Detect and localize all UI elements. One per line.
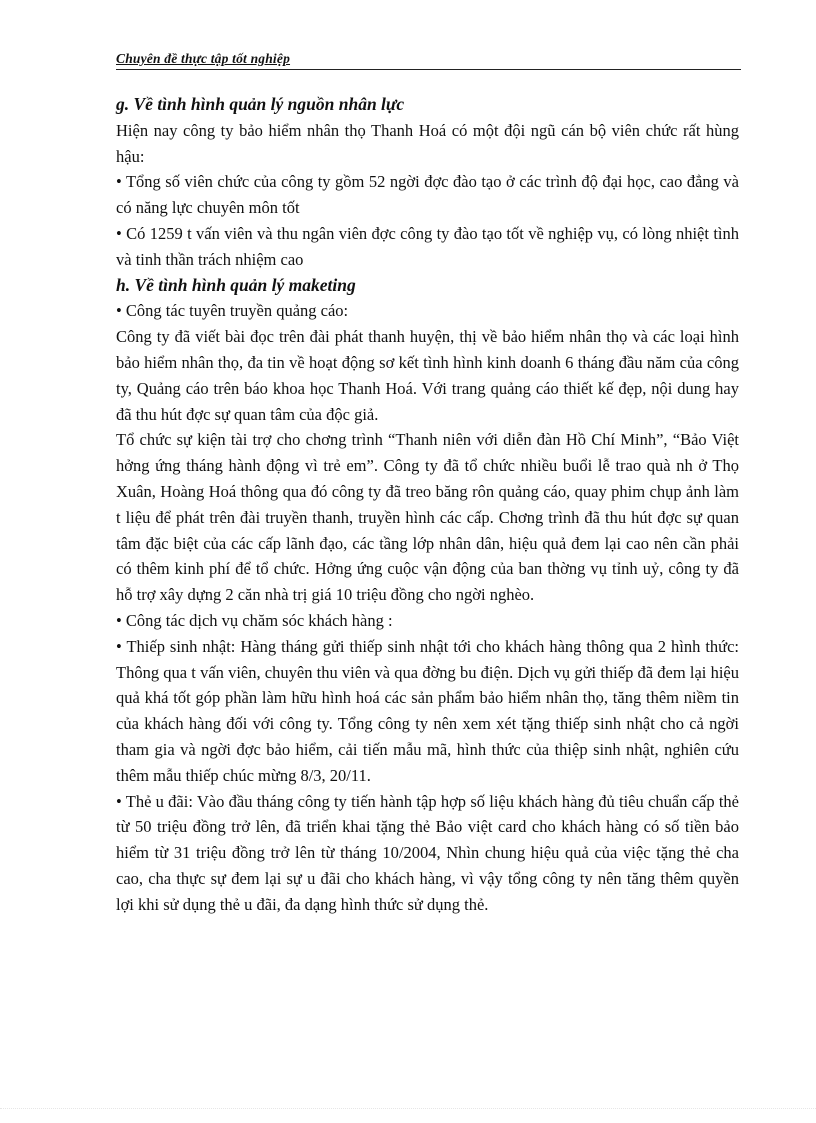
section-g-intro: Hiện nay công ty bảo hiểm nhân thọ Thanh Hoá có một đội ngũ cán bộ viên chức rất hùng hậu: [116, 120, 739, 166]
ads-paragraph-1: Công ty đã viết bài đọc trên đài phát thanh huyện, thị về bảo hiểm nhân thọ và các loại hình bảo hiểm nhân thọ, đa tin về hoạt động sơ kết tình hình kinh doanh 6 tháng đầu năm của công ty, Quảng cáo trên báo khoa học Thanh Hoá. Với trang quảng cáo thiết kế đẹp, nội dung hay đã thu hút đợc sự quan tâm của độc giả. [116, 327, 739, 424]
page-header [116, 50, 741, 70]
section-g-bullet-staff: • Tổng số viên chức của công ty gồm 52 ngời đợc đào tạo ở các trình độ đại học, cao đẳng và có năng lực chuyên môn tốt [116, 172, 739, 218]
document-body [116, 92, 739, 918]
section-h-heading: h. Về tình hình quản lý maketing [116, 274, 356, 295]
ads-paragraph-2: Tổ chức sự kiện tài trợ cho chơng trình “Thanh niên với diễn đàn Hồ Chí Minh”, “Bảo Việt hởng ứng tháng hành động vì trẻ em”. Công ty đã tổ chức nhiều buổi lễ trao quà nh ở Thọ Xuân, Hoàng Hoá thông qua đó công ty đã treo băng rôn quảng cáo, quay phim chụp ảnh làm t liệu để phát trên đài truyền thanh, truyền hình các cấp. Chơng trình đã thu hút đợc sự quan tâm đặc biệt của các cấp lãnh đạo, các tầng lớp nhân dân, hiệu quả đem lại cao nên cần phải có thêm kinh phí để tổ chức. Hởng ứng cuộc vận động của ban thờng vụ tỉnh uỷ, công ty đã hỗ trợ xây dựng 2 căn nhà trị giá 10 triệu đồng cho ngời nghèo. [116, 430, 739, 605]
page-bottom-divider [0, 1108, 816, 1109]
service-label: • Công tác dịch vụ chăm sóc khách hàng : [116, 610, 393, 630]
header-title: Chuyên đề thực tập tốt nghiệp [116, 51, 291, 66]
birthday-card-paragraph: • Thiếp sinh nhật: Hàng tháng gửi thiếp sinh nhật tới cho khách hàng thông qua 2 hình thức: Thông qua t vấn viên, chuyên thu viên và qua đờng bu điện. Dịch vụ gửi thiếp đã đem lại hiệu quả khá tốt góp phần làm hữu hình hoá các sản phẩm bảo hiểm nhân thọ, tăng thêm niềm tin của khách hàng đối với công ty. Tổng công ty nên xem xét tặng thiếp sinh nhật cho cả ngời tham gia và ngời đợc bảo hiểm, cải tiến mẫu mã, hình thức của thiệp sinh nhật, nghiên cứu thêm mẫu thiếp chúc mừng 8/3, 20/11. [116, 636, 739, 785]
loyalty-card-paragraph: • Thẻ u đãi: Vào đầu tháng công ty tiến hành tập hợp số liệu khách hàng đủ tiêu chuẩn cấp thẻ từ 50 triệu đồng trở lên, đã triển khai tặng thẻ Bảo việt card cho khách hàng có số tiền bảo hiểm từ 31 triệu đồng trở lên từ tháng 10/2004, Nhìn chung hiệu quả của việc tặng thẻ cha cao, cha thực sự đem lại sự u đãi cho khách hàng, vì vậy tổng công ty nên tăng thêm quyền lợi khi sử dụng thẻ u đãi, đa dạng hình thức sử dụng thẻ. [116, 791, 739, 914]
ads-label: • Công tác tuyên truyền quảng cáo: [116, 301, 349, 321]
section-g-bullet-agents: • Có 1259 t vấn viên và thu ngân viên đợc công ty đào tạo tốt về nghiệp vụ, có lòng nhiệt tình và tinh thần trách nhiệm cao [116, 223, 739, 269]
section-g-heading: g. Về tình hình quản lý nguồn nhân lực [116, 94, 405, 114]
